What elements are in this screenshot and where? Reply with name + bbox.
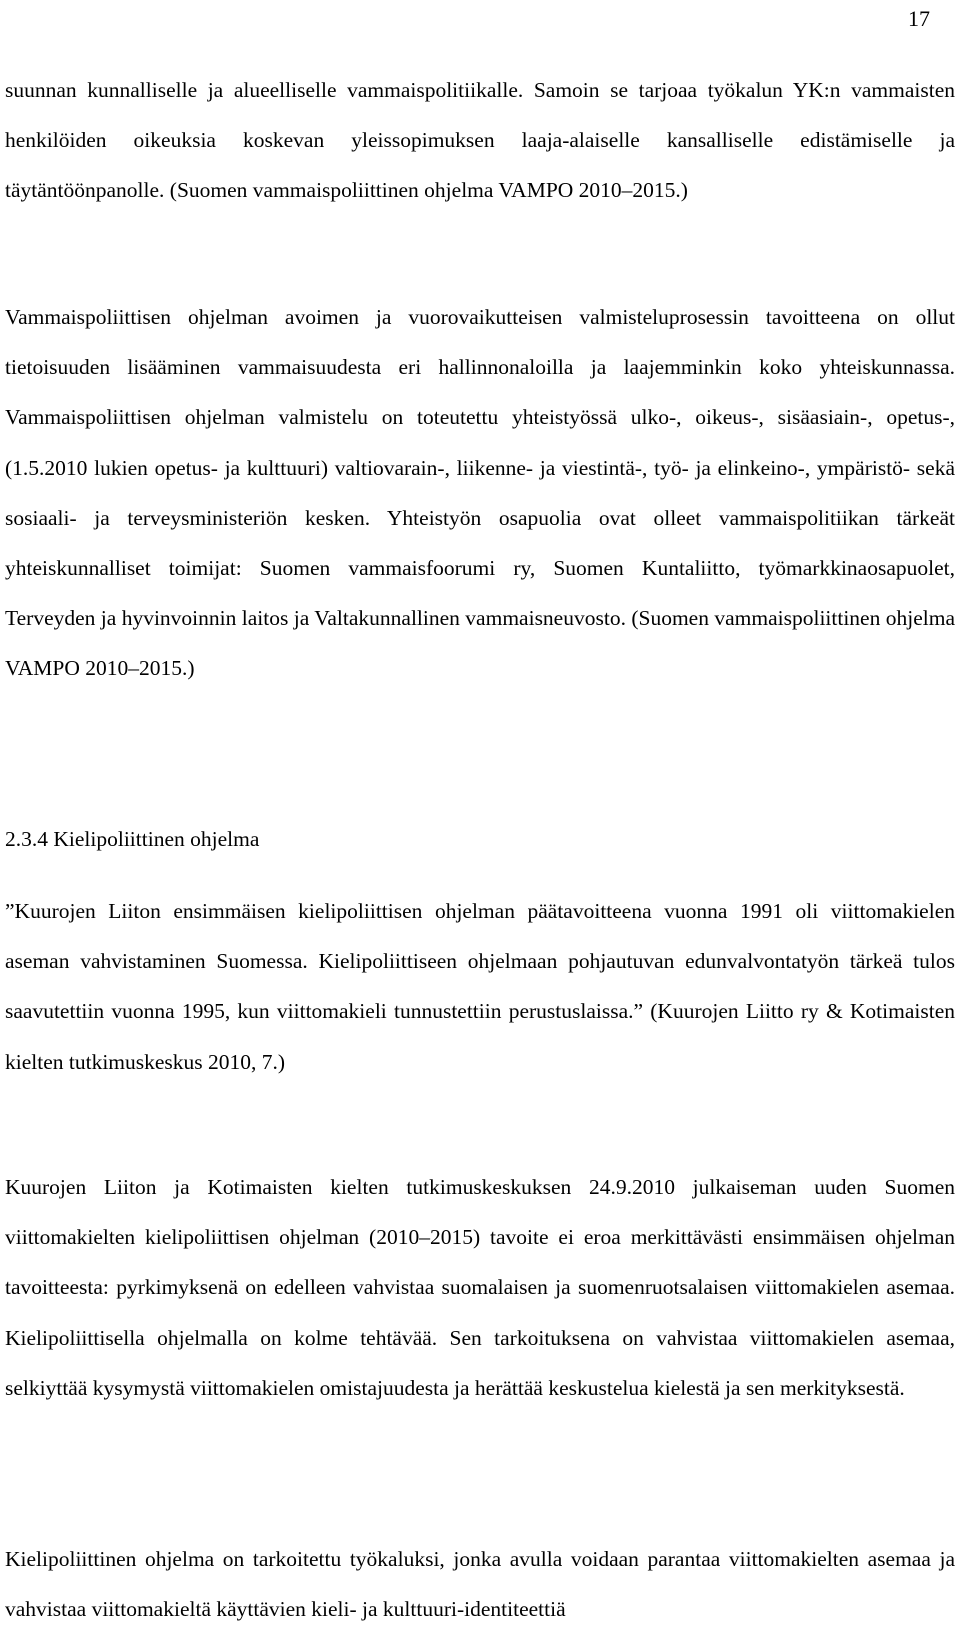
section-heading: 2.3.4 Kielipoliittinen ohjelma xyxy=(5,827,260,851)
paragraph-vampo-process: Vammaispoliittisen ohjelman avoimen ja vuorovaikutteisen valmisteluprosessin tavoitteena on ollut tietoisuuden lisääminen vammaisuudesta eri hallinnonaloilla ja laajemminkin koko yhteiskunnassa. Vammaispoliittisen ohjelman valmistelu on toteutettu yhteistyössä ulko-, oikeus-, sisäasiain-, opetus-, (1.5.2010 lukien opetus- ja kulttuuri) valtiovarain-, liikenne- ja viestintä-, työ- ja elinkeino-, ympäristö- sekä sosiaali- ja terveysministeriön kesken. Yhteistyön osapuolia ovat olleet vammaispolitiikan tärkeät yhteiskunnalliset toimijat: Suomen vammaisfoorumi ry, Suomen Kuntaliitto, työmarkkinaosapuolet, Terveyden ja hyvinvoinnin laitos ja Valtakunnallinen vammaisneuvosto. (Suomen vammaispoliittinen ohjelma VAMPO 2010–2015.) xyxy=(5,305,955,681)
paragraph-quote-kuurojen-liitto: ”Kuurojen Liiton ensimmäisen kielipoliittisen ohjelman päätavoitteena vuonna 1991 oli viittomakielen aseman vahvistaminen Suomessa. Kielipoliittiseen ohjelmaan pohjautuvan edunvalvontatyön tärkeä tulos saavutettiin vuonna 1995, kun viittomakieli tunnustettiin perustuslaissa.” (Kuurojen Liitto ry & Kotimaisten kielten tutkimuskeskus 2010, 7.) xyxy=(5,899,955,1074)
paragraph-new-language-program: Kuurojen Liiton ja Kotimaisten kielten tutkimuskeskuksen 24.9.2010 julkaiseman uuden Suomen viittomakielten kielipoliittisen ohjelman (2010–2015) tavoite ei eroa merkittävästi ensimmäisen ohjelman tavoitteesta: pyrkimyksenä on edelleen vahvistaa suomalaisen ja suomenruotsalaisen viittomakielen asemaa. Kielipoliittisella ohjelmalla on kolme tehtävää. Sen tarkoituksena on vahvistaa viittomakielen asemaa, selkiyttää kysymystä viittomakielen omistajuudesta ja herättää keskustelua kielestä ja sen merkityksestä. xyxy=(5,1175,955,1400)
paragraph-program-tool: Kielipoliittinen ohjelma on tarkoitettu työkaluksi, jonka avulla voidaan parantaa viittomakielten asemaa ja vahvistaa viittomakieltä käyttävien kieli- ja kulttuuri-identiteettiä xyxy=(5,1547,955,1622)
paragraph-vampo-intro: suunnan kunnalliselle ja alueelliselle vammaispolitiikalle. Samoin se tarjoaa työkalun YK:n vammaisten henkilöiden oikeuksia koskevan yleissopimuksen laaja-alaiselle kansalliselle edistämiselle ja täytäntöönpanolle. (Suomen vammaispoliittinen ohjelma VAMPO 2010–2015.) xyxy=(5,78,955,203)
page-number: 17 xyxy=(908,6,930,31)
